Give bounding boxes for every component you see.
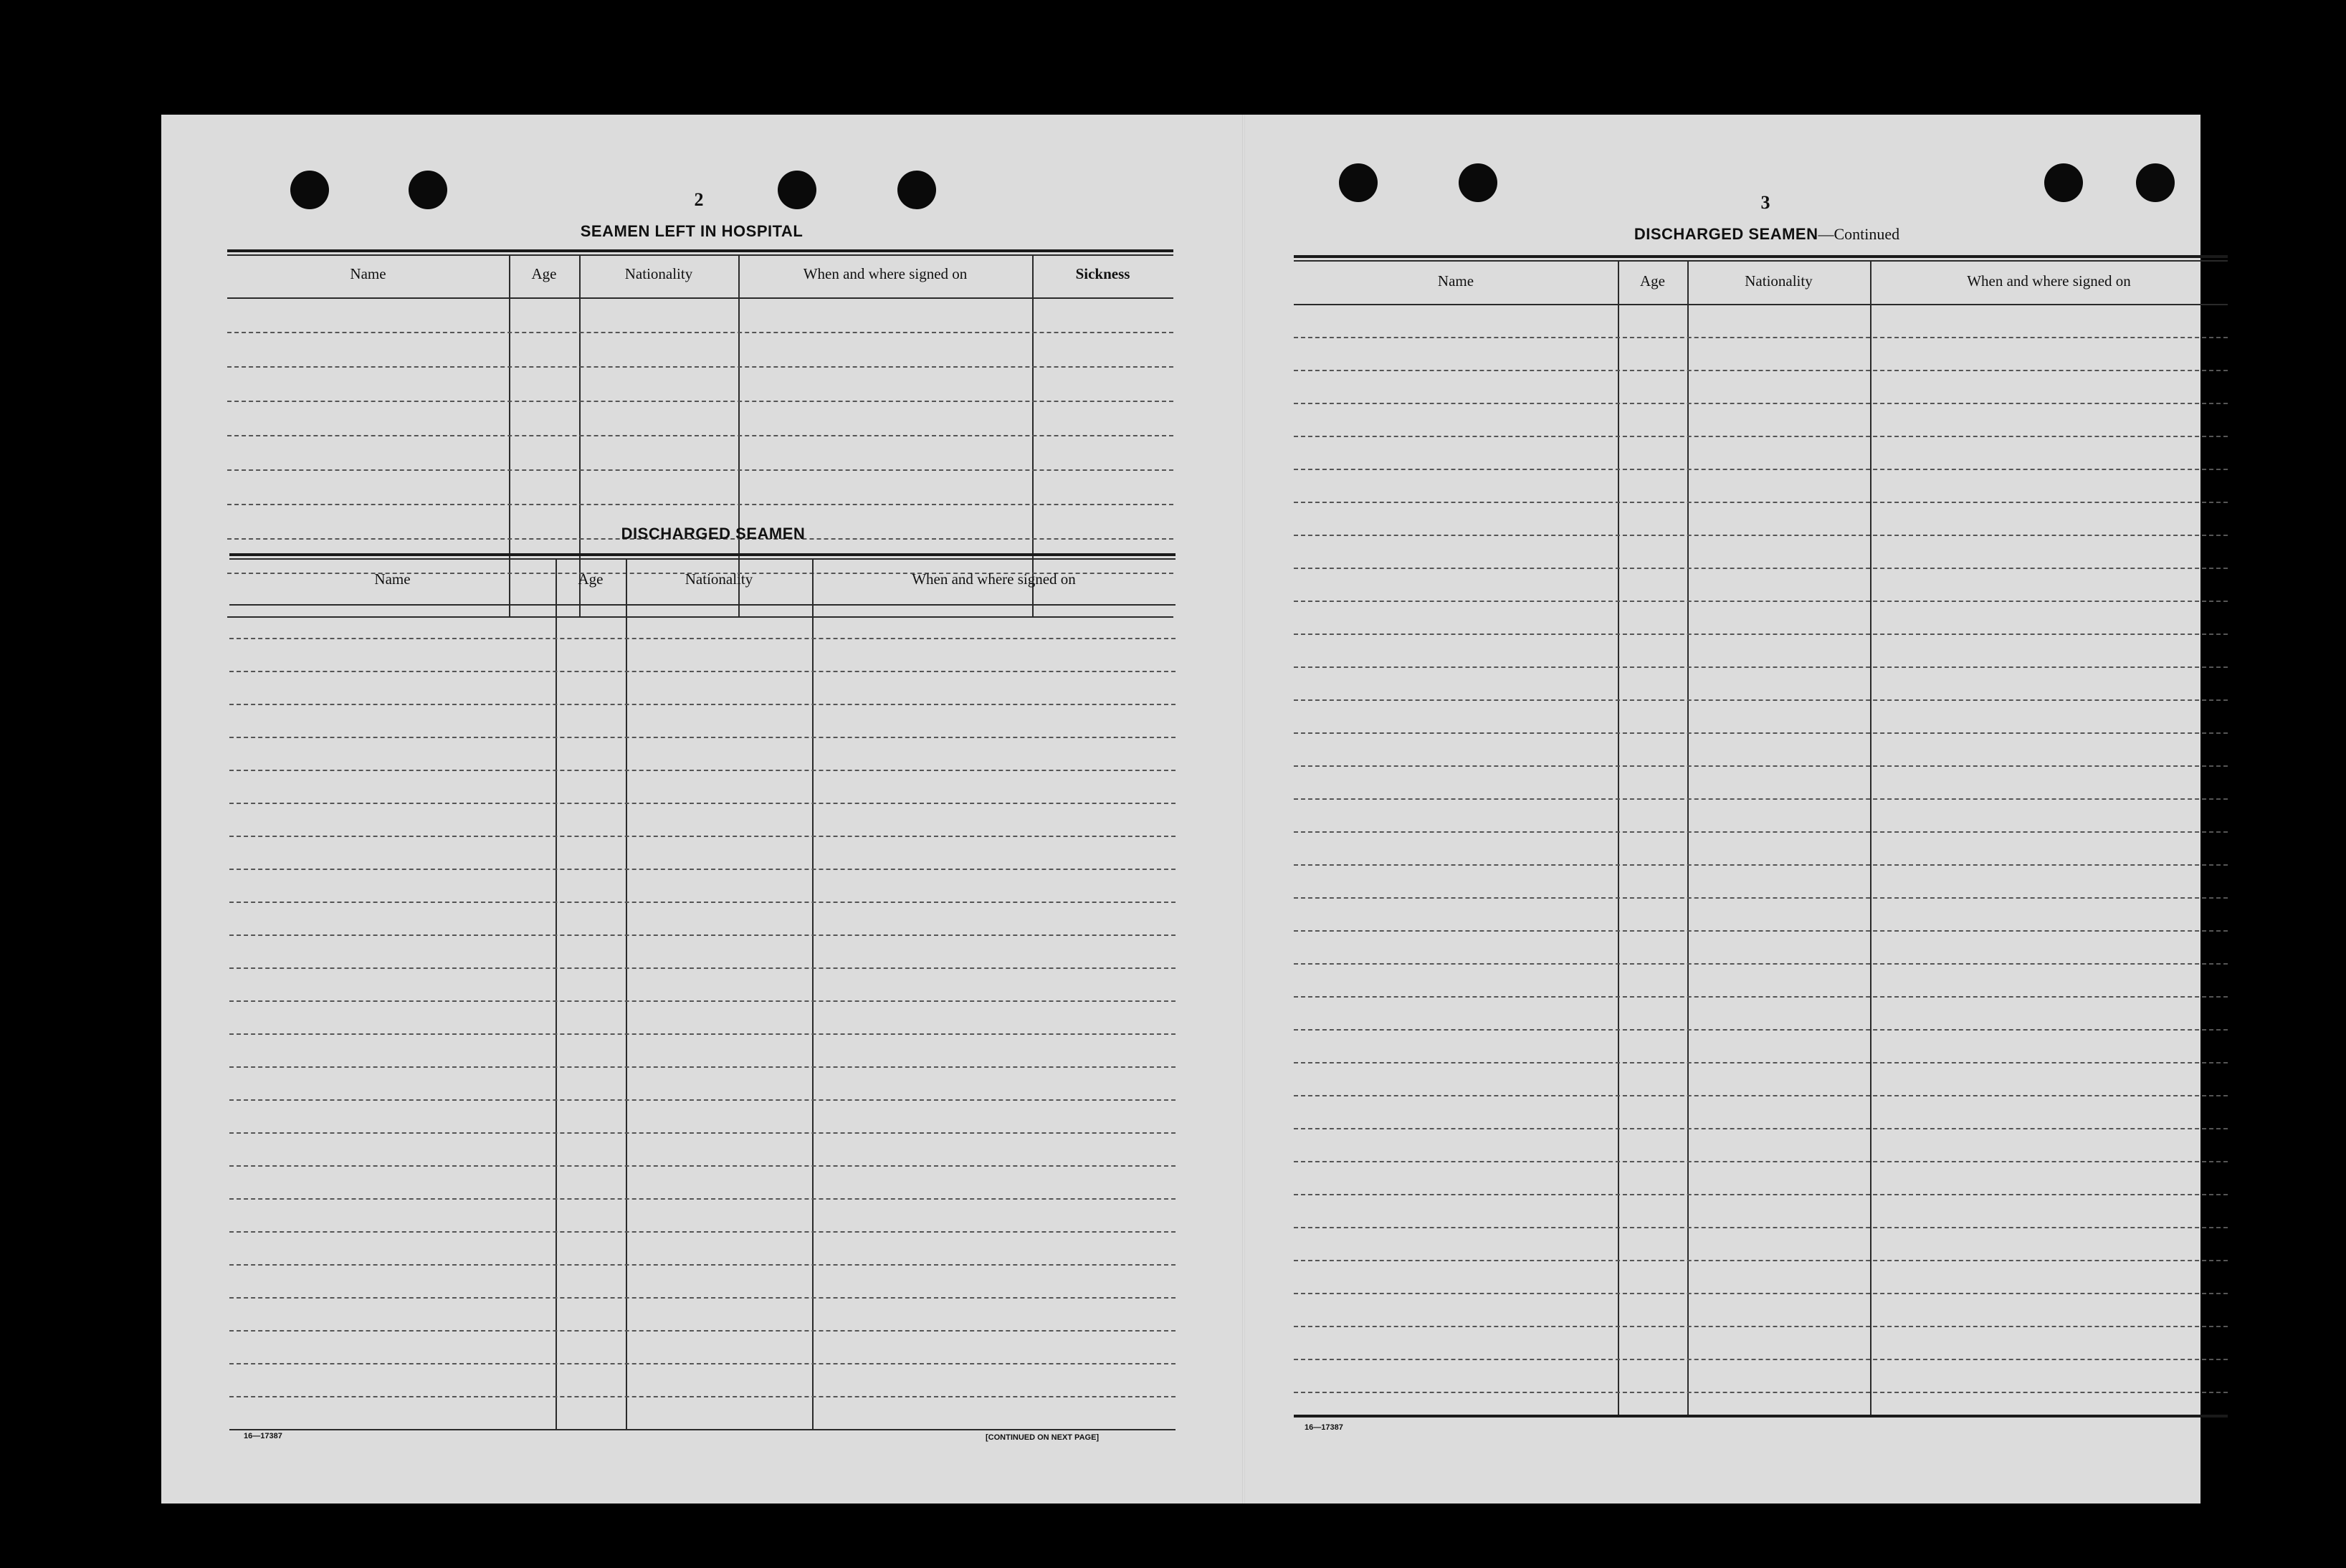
- table-row[interactable]: [1294, 963, 2228, 965]
- continued-note: [CONTINUED ON NEXT PAGE]: [986, 1433, 1100, 1442]
- page-number: 2: [694, 189, 704, 210]
- table-row[interactable]: [1294, 1293, 2228, 1294]
- table-row[interactable]: [1294, 1194, 2228, 1195]
- table-row[interactable]: [229, 770, 1176, 771]
- col-header-name: Name: [374, 570, 411, 588]
- table-top-rule: [1294, 255, 2228, 258]
- table-row[interactable]: [229, 1264, 1176, 1266]
- document-sheet: [161, 115, 2200, 1504]
- table-top-rule: [1294, 260, 2228, 262]
- table-row[interactable]: [229, 836, 1176, 837]
- table-row[interactable]: [1294, 831, 2228, 833]
- table-row[interactable]: [229, 1165, 1176, 1167]
- punch-hole: [409, 171, 447, 209]
- table-row[interactable]: [229, 1363, 1176, 1364]
- table-header: [229, 572, 1176, 601]
- right-page: [1244, 115, 2200, 1504]
- table-row[interactable]: [229, 1231, 1176, 1233]
- page-number: 3: [1760, 192, 1770, 213]
- table-row[interactable]: [1294, 1062, 2228, 1063]
- table-row[interactable]: [229, 869, 1176, 870]
- table-row[interactable]: [229, 902, 1176, 903]
- table-row[interactable]: [1294, 535, 2228, 536]
- table-top-rule: [227, 254, 1173, 256]
- col-header-signed-on: When and where signed on: [912, 570, 1076, 588]
- table-row[interactable]: [1294, 601, 2228, 602]
- table-row[interactable]: [1294, 1260, 2228, 1261]
- table-row[interactable]: [227, 435, 1173, 436]
- table-row[interactable]: [1294, 436, 2228, 437]
- table-row[interactable]: [1294, 1128, 2228, 1129]
- column-divider: [626, 559, 627, 1430]
- table-row[interactable]: [1294, 765, 2228, 767]
- table-row[interactable]: [1294, 370, 2228, 371]
- column-divider: [1687, 261, 1689, 1416]
- table-row[interactable]: [229, 737, 1176, 738]
- table-row[interactable]: [229, 704, 1176, 705]
- table-row[interactable]: [229, 1099, 1176, 1101]
- column-divider: [1870, 261, 1871, 1416]
- table-row[interactable]: [1294, 1326, 2228, 1327]
- table-row[interactable]: [229, 1396, 1176, 1397]
- col-header-age: Age: [1640, 272, 1665, 290]
- table-row[interactable]: [1294, 1359, 2228, 1360]
- column-divider: [812, 559, 814, 1430]
- table-bottom-rule: [229, 1429, 1176, 1430]
- table-row[interactable]: [229, 1000, 1176, 1002]
- table-row[interactable]: [1294, 1029, 2228, 1031]
- col-header-age: Age: [578, 570, 604, 588]
- table-row[interactable]: [229, 934, 1176, 936]
- table-row[interactable]: [1294, 337, 2228, 338]
- table-header: [1294, 274, 2228, 302]
- table-row[interactable]: [1294, 798, 2228, 800]
- table-row[interactable]: [227, 366, 1173, 368]
- punch-hole: [2044, 163, 2083, 202]
- punch-hole: [1339, 163, 1378, 202]
- col-header-nationality: Nationality: [1745, 272, 1813, 290]
- col-header-signed-on: When and where signed on: [803, 265, 968, 282]
- table-top-rule: [229, 553, 1176, 556]
- table-row[interactable]: [1294, 634, 2228, 635]
- discharged-table: [229, 553, 1176, 1433]
- table-row[interactable]: [229, 638, 1176, 639]
- punch-hole: [1459, 163, 1497, 202]
- punch-hole: [290, 171, 329, 209]
- table-bottom-rule: [1294, 1415, 2228, 1418]
- col-header-signed-on: When and where signed on: [1967, 272, 2131, 290]
- table-row[interactable]: [229, 1132, 1176, 1134]
- table-row[interactable]: [229, 1198, 1176, 1200]
- table-row[interactable]: [1294, 502, 2228, 503]
- table-row[interactable]: [1294, 732, 2228, 734]
- discharged-continued-table: [1294, 255, 2228, 1420]
- section-title-suffix: —Continued: [1818, 225, 1900, 243]
- table-row[interactable]: [1294, 1095, 2228, 1096]
- form-number: 16—17387: [244, 1432, 282, 1440]
- table-row[interactable]: [1294, 568, 2228, 569]
- table-row[interactable]: [1294, 666, 2228, 668]
- table-row[interactable]: [229, 671, 1176, 672]
- header-bottom-rule: [229, 604, 1176, 606]
- table-row[interactable]: [1294, 1161, 2228, 1162]
- table-row[interactable]: [1294, 699, 2228, 701]
- header-bottom-rule: [1294, 304, 2228, 305]
- table-row[interactable]: [1294, 403, 2228, 404]
- form-number: 16—17387: [1305, 1423, 1343, 1432]
- section-title-text: DISCHARGED SEAMEN: [1634, 225, 1818, 243]
- table-row[interactable]: [1294, 996, 2228, 998]
- table-row[interactable]: [1294, 897, 2228, 899]
- table-row[interactable]: [229, 803, 1176, 804]
- table-row[interactable]: [1294, 864, 2228, 866]
- section-title-hospital: SEAMEN LEFT IN HOSPITAL: [580, 222, 804, 240]
- left-page: [161, 115, 1244, 1504]
- col-header-name: Name: [1437, 272, 1474, 290]
- table-row[interactable]: [227, 401, 1173, 402]
- col-header-nationality: Nationality: [624, 265, 693, 282]
- table-top-rule: [227, 249, 1173, 252]
- section-title-discharged: DISCHARGED SEAMEN: [621, 525, 806, 542]
- column-divider: [1618, 261, 1619, 1416]
- table-row[interactable]: [1294, 1227, 2228, 1228]
- table-row[interactable]: [229, 967, 1176, 969]
- col-header-sickness: Sickness: [1075, 265, 1130, 282]
- punch-hole: [897, 171, 936, 209]
- section-title-discharged-continued: [1616, 225, 1917, 244]
- table-row[interactable]: [227, 504, 1173, 505]
- col-header-age: Age: [531, 265, 557, 282]
- table-row[interactable]: [1294, 1392, 2228, 1393]
- table-header: [227, 267, 1173, 295]
- column-divider: [555, 559, 557, 1430]
- col-header-nationality: Nationality: [685, 570, 753, 588]
- punch-hole: [778, 171, 816, 209]
- table-row[interactable]: [229, 1066, 1176, 1068]
- table-row[interactable]: [229, 1033, 1176, 1035]
- header-bottom-rule: [227, 297, 1173, 299]
- table-row[interactable]: [227, 469, 1173, 471]
- col-header-name: Name: [350, 265, 386, 282]
- table-row[interactable]: [1294, 930, 2228, 932]
- table-row[interactable]: [229, 1330, 1176, 1332]
- table-row[interactable]: [229, 1297, 1176, 1299]
- table-top-rule: [229, 558, 1176, 560]
- table-row[interactable]: [1294, 469, 2228, 470]
- punch-hole: [2136, 163, 2175, 202]
- table-row[interactable]: [227, 332, 1173, 333]
